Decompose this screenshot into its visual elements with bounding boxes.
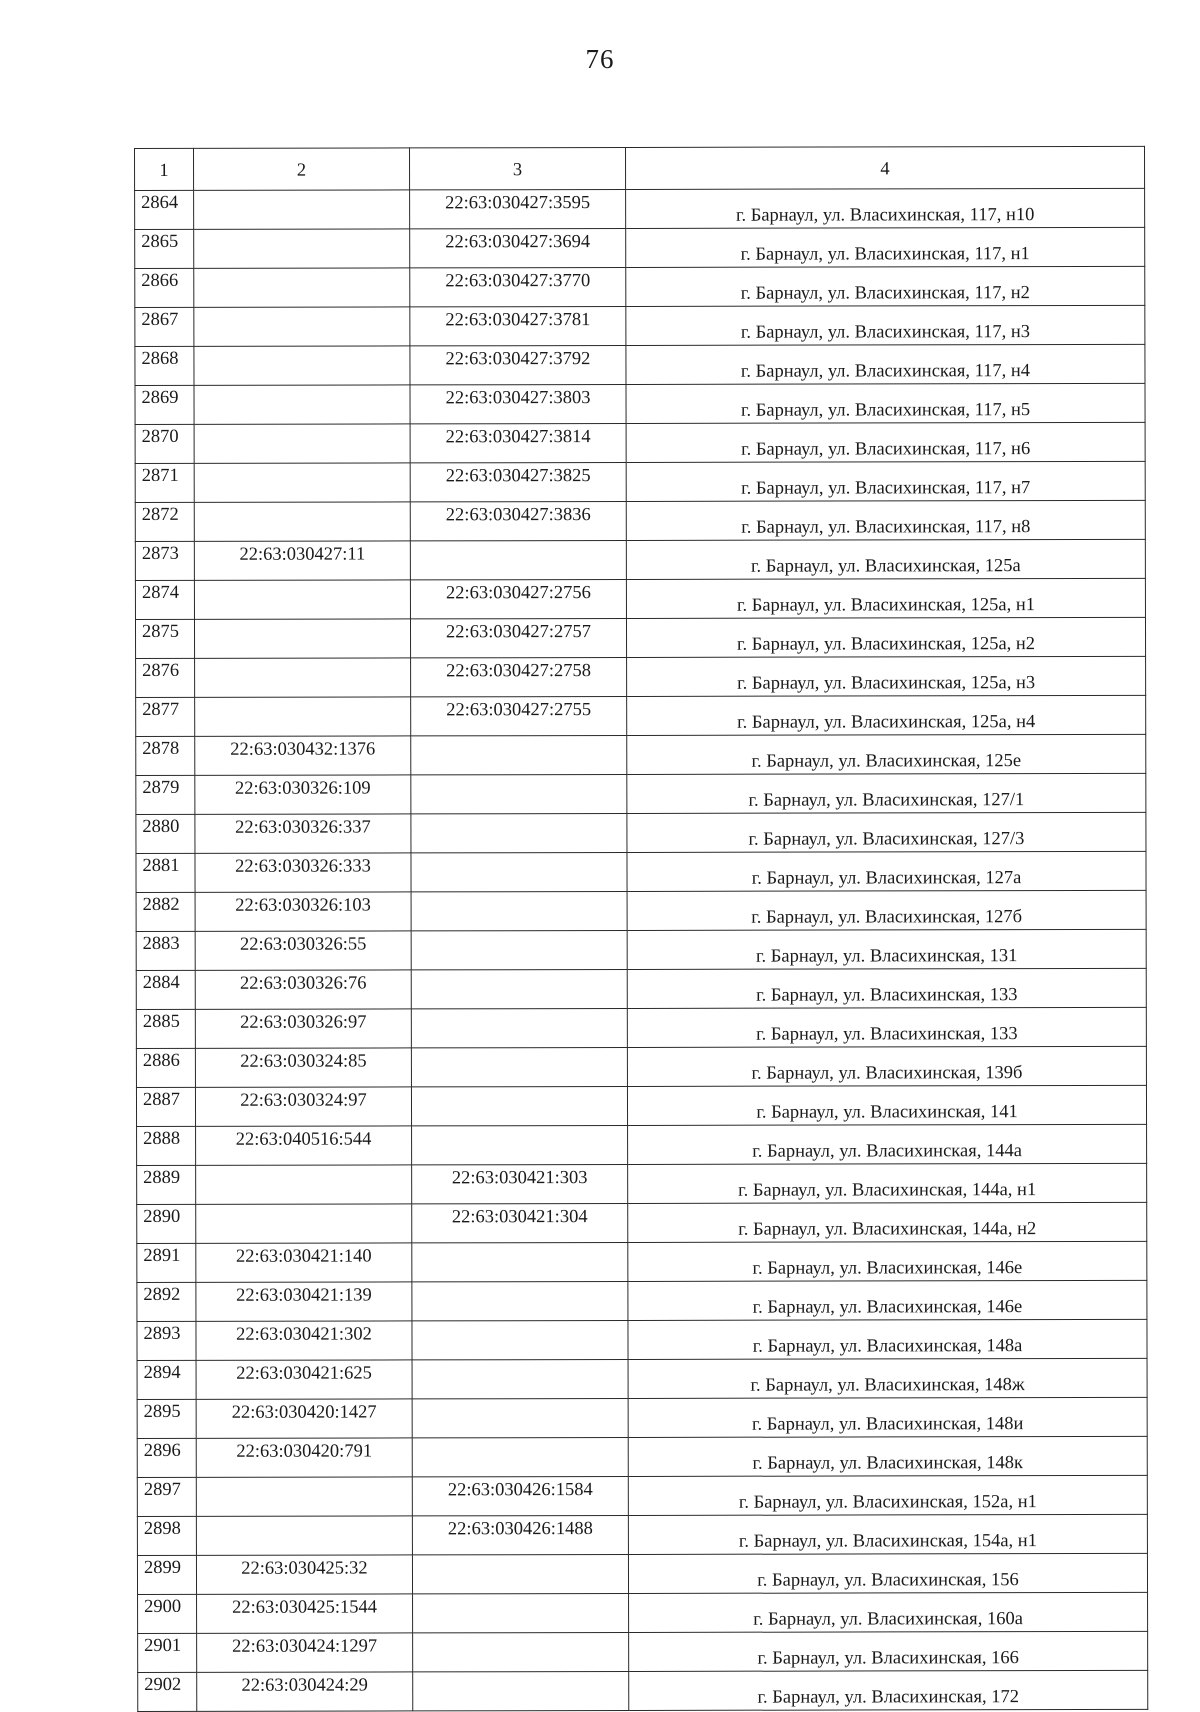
address-cell: г. Барнаул, ул. Власихинская, 139б (627, 1046, 1146, 1086)
address-cell: г. Барнаул, ул. Власихинская, 146е (628, 1280, 1147, 1320)
row-number-cell: 2886 (136, 1048, 195, 1087)
premises-cadastral-cell (411, 1086, 627, 1125)
address-cell: г. Барнаул, ул. Власихинская, 117, н5 (626, 383, 1145, 423)
address-cell: г. Барнаул, ул. Власихинская, 148ж (628, 1358, 1147, 1398)
cadastral-number-cell: 22:63:030425:32 (196, 1555, 412, 1594)
table-row (136, 1007, 1146, 1048)
cadastral-number-cell (194, 580, 410, 619)
table-row (136, 656, 1146, 697)
premises-cadastral-cell (412, 1281, 628, 1320)
premises-cadastral-cell: 22:63:030427:2758 (411, 657, 627, 696)
cadastral-number-cell (195, 658, 411, 697)
premises-cadastral-cell (413, 1593, 629, 1632)
address-cell: г. Барнаул, ул. Власихинская, 156 (628, 1553, 1147, 1593)
premises-cadastral-cell: 22:63:030421:303 (412, 1164, 628, 1203)
header-row (135, 146, 1145, 190)
table-row (135, 461, 1145, 502)
table-row (135, 188, 1145, 229)
premises-cadastral-cell: 22:63:030427:2756 (410, 579, 626, 618)
registry-table (134, 146, 1148, 1712)
table-row (137, 1241, 1147, 1282)
cadastral-number-cell: 22:63:030326:109 (195, 775, 411, 814)
row-number-cell: 2878 (136, 736, 195, 775)
cadastral-number-cell: 22:63:030421:139 (196, 1282, 412, 1321)
table-row (137, 1124, 1147, 1165)
address-cell: г. Барнаул, ул. Власихинская, 127/1 (627, 773, 1146, 813)
premises-cadastral-cell: 22:63:030427:3825 (410, 462, 626, 501)
address-cell: г. Барнаул, ул. Власихинская, 141 (627, 1085, 1146, 1125)
row-number-cell: 2876 (136, 658, 195, 697)
table-row (136, 851, 1146, 892)
cadastral-number-cell: 22:63:030420:1427 (196, 1399, 412, 1438)
header-col-2: 2 (194, 148, 410, 190)
premises-cadastral-cell (413, 1671, 629, 1710)
table-row (135, 539, 1145, 580)
address-cell: г. Барнаул, ул. Власихинская, 125а, н4 (627, 695, 1146, 735)
premises-cadastral-cell: 22:63:030427:3781 (410, 306, 626, 345)
premises-cadastral-cell (412, 1359, 628, 1398)
cadastral-number-cell: 22:63:040516:544 (196, 1126, 412, 1165)
row-number-cell: 2897 (137, 1477, 196, 1516)
row-number-cell: 2874 (135, 580, 194, 619)
cadastral-number-cell (195, 697, 411, 736)
address-cell: г. Барнаул, ул. Власихинская, 125е (627, 734, 1146, 774)
premises-cadastral-cell (412, 1554, 628, 1593)
address-cell: г. Барнаул, ул. Власихинская, 127а (627, 851, 1146, 891)
cadastral-number-cell: 22:63:030420:791 (196, 1438, 412, 1477)
address-cell: г. Барнаул, ул. Власихинская, 166 (629, 1631, 1148, 1671)
row-number-cell: 2872 (135, 502, 194, 541)
table-header (135, 146, 1145, 190)
cadastral-number-cell (194, 502, 410, 541)
row-number-cell: 2877 (136, 697, 195, 736)
table-row (137, 1358, 1147, 1399)
header-col-1: 1 (135, 148, 194, 190)
address-cell: г. Барнаул, ул. Власихинская, 125а (626, 539, 1145, 579)
row-number-cell: 2871 (135, 463, 194, 502)
address-cell: г. Барнаул, ул. Власихинская, 133 (627, 1007, 1146, 1047)
table-row (137, 1436, 1147, 1477)
table-row (136, 890, 1146, 931)
cadastral-number-cell (196, 1516, 412, 1555)
row-number-cell: 2865 (135, 229, 194, 268)
cadastral-number-cell (196, 1477, 412, 1516)
address-cell: г. Барнаул, ул. Власихинская, 125а, н1 (626, 578, 1145, 618)
address-cell: г. Барнаул, ул. Власихинская, 117, н10 (626, 188, 1145, 228)
row-number-cell: 2884 (136, 970, 195, 1009)
cadastral-number-cell: 22:63:030427:11 (194, 541, 410, 580)
cadastral-number-cell: 22:63:030326:97 (195, 1009, 411, 1048)
cadastral-number-cell: 22:63:030324:97 (195, 1087, 411, 1126)
row-number-cell: 2866 (135, 268, 194, 307)
row-number-cell: 2881 (136, 853, 195, 892)
cadastral-number-cell (194, 307, 410, 346)
premises-cadastral-cell: 22:63:030426:1488 (412, 1515, 628, 1554)
row-number-cell: 2902 (138, 1672, 197, 1711)
row-number-cell: 2879 (136, 775, 195, 814)
cadastral-number-cell: 22:63:030421:302 (196, 1321, 412, 1360)
table-row (137, 1163, 1147, 1204)
row-number-cell: 2882 (136, 892, 195, 931)
premises-cadastral-cell (412, 1320, 628, 1359)
cadastral-number-cell (194, 190, 410, 229)
cadastral-number-cell: 22:63:030424:1297 (197, 1633, 413, 1672)
premises-cadastral-cell (413, 1632, 629, 1671)
row-number-cell: 2901 (138, 1633, 197, 1672)
premises-cadastral-cell (412, 1398, 628, 1437)
row-number-cell: 2894 (137, 1360, 196, 1399)
table-row (138, 1670, 1148, 1711)
address-cell: г. Барнаул, ул. Власихинская, 125а, н2 (626, 617, 1145, 657)
address-cell: г. Барнаул, ул. Власихинская, 125а, н3 (627, 656, 1146, 696)
table-row (136, 773, 1146, 814)
row-number-cell: 2869 (135, 385, 194, 424)
address-cell: г. Барнаул, ул. Власихинская, 131 (627, 929, 1146, 969)
table-row (138, 1631, 1148, 1672)
cadastral-number-cell: 22:63:030326:76 (195, 970, 411, 1009)
row-number-cell: 2867 (135, 307, 194, 346)
header-col-3: 3 (410, 147, 626, 189)
table-row (136, 1046, 1146, 1087)
address-cell: г. Барнаул, ул. Власихинская, 154а, н1 (628, 1514, 1147, 1554)
row-number-cell: 2883 (136, 931, 195, 970)
address-cell: г. Барнаул, ул. Власихинская, 117, н4 (626, 344, 1145, 384)
premises-cadastral-cell: 22:63:030427:3803 (410, 384, 626, 423)
address-cell: г. Барнаул, ул. Власихинская, 144а, н1 (628, 1163, 1147, 1203)
table-row (135, 500, 1145, 541)
address-cell: г. Барнаул, ул. Власихинская, 144а, н2 (628, 1202, 1147, 1242)
premises-cadastral-cell (411, 930, 627, 969)
row-number-cell: 2875 (135, 619, 194, 658)
row-number-cell: 2900 (138, 1594, 197, 1633)
cadastral-number-cell (194, 424, 410, 463)
table-row (135, 422, 1145, 463)
premises-cadastral-cell: 22:63:030427:3770 (410, 267, 626, 306)
table-row (137, 1202, 1147, 1243)
premises-cadastral-cell (411, 813, 627, 852)
address-cell: г. Барнаул, ул. Власихинская, 144а (628, 1124, 1147, 1164)
cadastral-number-cell: 22:63:030326:337 (195, 814, 411, 853)
cadastral-number-cell: 22:63:030425:1544 (197, 1594, 413, 1633)
cadastral-number-cell: 22:63:030421:140 (196, 1243, 412, 1282)
table-row (135, 227, 1145, 268)
table-row (135, 617, 1145, 658)
table-row (135, 383, 1145, 424)
cadastral-number-cell (196, 1204, 412, 1243)
cadastral-number-cell (194, 463, 410, 502)
row-number-cell: 2880 (136, 814, 195, 853)
address-cell: г. Барнаул, ул. Власихинская, 148к (628, 1436, 1147, 1476)
premises-cadastral-cell: 22:63:030427:3814 (410, 423, 626, 462)
row-number-cell: 2873 (135, 541, 194, 580)
premises-cadastral-cell (411, 852, 627, 891)
table-row (136, 968, 1146, 1009)
header-col-4: 4 (625, 146, 1144, 189)
cadastral-number-cell: 22:63:030326:55 (195, 931, 411, 970)
row-number-cell: 2895 (137, 1399, 196, 1438)
address-cell: г. Барнаул, ул. Власихинская, 117, н1 (626, 227, 1145, 267)
premises-cadastral-cell: 22:63:030427:2755 (411, 696, 627, 735)
premises-cadastral-cell: 22:63:030421:304 (412, 1203, 628, 1242)
premises-cadastral-cell (412, 1125, 628, 1164)
table-row (135, 344, 1145, 385)
row-number-cell: 2887 (136, 1087, 195, 1126)
row-number-cell: 2885 (136, 1009, 195, 1048)
cadastral-number-cell: 22:63:030424:29 (197, 1672, 413, 1711)
row-number-cell: 2864 (135, 190, 194, 229)
row-number-cell: 2891 (137, 1243, 196, 1282)
table-row (137, 1514, 1147, 1555)
table-row (135, 305, 1145, 346)
table-row (136, 1085, 1146, 1126)
cadastral-number-cell (196, 1165, 412, 1204)
table-row (137, 1553, 1147, 1594)
address-cell: г. Барнаул, ул. Власихинская, 148а (628, 1319, 1147, 1359)
row-number-cell: 2889 (137, 1165, 196, 1204)
address-cell: г. Барнаул, ул. Власихинская, 146е (628, 1241, 1147, 1281)
cadastral-number-cell (194, 229, 410, 268)
table-row (138, 1592, 1148, 1633)
cadastral-number-cell (194, 385, 410, 424)
address-cell: г. Барнаул, ул. Власихинская, 152а, н1 (628, 1475, 1147, 1515)
table-row (136, 695, 1146, 736)
cadastral-number-cell: 22:63:030432:1376 (195, 736, 411, 775)
premises-cadastral-cell: 22:63:030427:3836 (410, 501, 626, 540)
premises-cadastral-cell: 22:63:030427:3595 (410, 189, 626, 228)
address-cell: г. Барнаул, ул. Власихинская, 148и (628, 1397, 1147, 1437)
table-row (135, 266, 1145, 307)
row-number-cell: 2898 (137, 1516, 196, 1555)
cadastral-number-cell: 22:63:030326:333 (195, 853, 411, 892)
table-row (136, 734, 1146, 775)
table-row (137, 1397, 1147, 1438)
premises-cadastral-cell (411, 969, 627, 1008)
address-cell: г. Барнаул, ул. Власихинская, 117, н3 (626, 305, 1145, 345)
row-number-cell: 2896 (137, 1438, 196, 1477)
table-row (136, 812, 1146, 853)
premises-cadastral-cell (411, 1008, 627, 1047)
premises-cadastral-cell (410, 540, 626, 579)
page-number: 76 (585, 44, 615, 74)
premises-cadastral-cell (411, 774, 627, 813)
address-cell: г. Барнаул, ул. Власихинская, 160а (629, 1592, 1148, 1632)
row-number-cell: 2890 (137, 1204, 196, 1243)
cadastral-number-cell: 22:63:030324:85 (195, 1048, 411, 1087)
address-cell: г. Барнаул, ул. Власихинская, 172 (629, 1670, 1148, 1710)
address-cell: г. Барнаул, ул. Власихинская, 127б (627, 890, 1146, 930)
table-row (137, 1319, 1147, 1360)
premises-cadastral-cell (411, 891, 627, 930)
premises-cadastral-cell (412, 1242, 628, 1281)
table-row (135, 578, 1145, 619)
row-number-cell: 2899 (137, 1555, 196, 1594)
premises-cadastral-cell (411, 1047, 627, 1086)
row-number-cell: 2892 (137, 1282, 196, 1321)
cadastral-number-cell (194, 268, 410, 307)
premises-cadastral-cell (411, 735, 627, 774)
address-cell: г. Барнаул, ул. Власихинская, 117, н7 (626, 461, 1145, 501)
address-cell: г. Барнаул, ул. Власихинская, 117, н8 (626, 500, 1145, 540)
premises-cadastral-cell: 22:63:030427:3694 (410, 228, 626, 267)
premises-cadastral-cell: 22:63:030427:2757 (410, 618, 626, 657)
address-cell: г. Барнаул, ул. Власихинская, 117, н2 (626, 266, 1145, 306)
address-cell: г. Барнаул, ул. Власихинская, 133 (627, 968, 1146, 1008)
premises-cadastral-cell: 22:63:030426:1584 (412, 1476, 628, 1515)
address-cell: г. Барнаул, ул. Власихинская, 127/3 (627, 812, 1146, 852)
row-number-cell: 2870 (135, 424, 194, 463)
table-row (137, 1475, 1147, 1516)
premises-cadastral-cell: 22:63:030427:3792 (410, 345, 626, 384)
row-number-cell: 2888 (137, 1126, 196, 1165)
table-row (137, 1280, 1147, 1321)
row-number-cell: 2893 (137, 1321, 196, 1360)
table-row (136, 929, 1146, 970)
address-cell: г. Барнаул, ул. Власихинская, 117, н6 (626, 422, 1145, 462)
row-number-cell: 2868 (135, 346, 194, 385)
premises-cadastral-cell (412, 1437, 628, 1476)
table-body (135, 188, 1148, 1711)
cadastral-number-cell (194, 619, 410, 658)
cadastral-number-cell: 22:63:030326:103 (195, 892, 411, 931)
cadastral-number-cell: 22:63:030421:625 (196, 1360, 412, 1399)
cadastral-number-cell (194, 346, 410, 385)
